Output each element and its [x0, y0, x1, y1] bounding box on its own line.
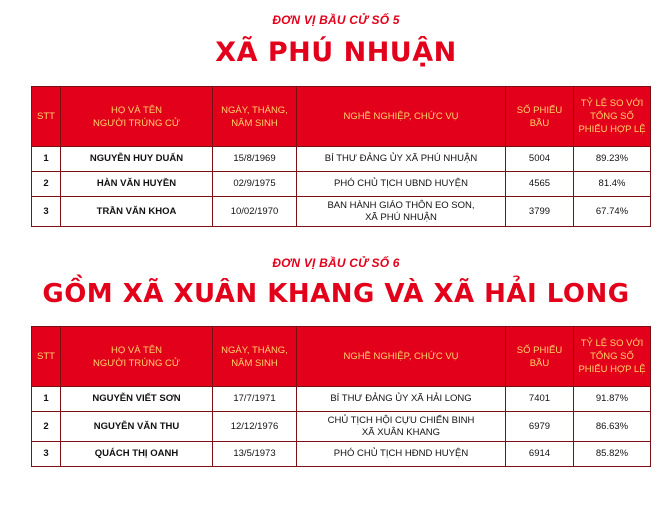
cell-job: BÍ THƯ ĐẢNG ỦY XÃ HẢI LONG — [297, 387, 506, 412]
cell-dob: 13/5/1973 — [213, 442, 297, 467]
cell-job: PHÓ CHỦ TỊCH UBND HUYỆN — [297, 172, 506, 197]
cell-job: BÍ THƯ ĐẢNG ỦY XÃ PHÚ NHUẬN — [297, 147, 506, 172]
cell-name: NGUYỄN VĂN THU — [61, 412, 213, 442]
cell-name: NGUYỄN HUY DUẨN — [61, 147, 213, 172]
cell-ratio: 89.23% — [574, 147, 651, 172]
cell-ratio: 85.82% — [574, 442, 651, 467]
table-row — [32, 197, 651, 227]
cell-dob: 15/8/1969 — [213, 147, 297, 172]
header-dob: NGÀY, THÁNG, NĂM SINH — [213, 87, 297, 147]
cell-job: BAN HÀNH GIÁO THÔN EO SON, XÃ PHÚ NHUẬN — [297, 197, 506, 227]
table-row — [32, 442, 651, 467]
cell-votes: 5004 — [506, 147, 574, 172]
header-job: NGHỀ NGHIỆP, CHỨC VỤ — [297, 327, 506, 387]
header-votes: SỐ PHIẾU BẦU — [506, 327, 574, 387]
header-stt: STT — [32, 327, 61, 387]
section-title-6: GỒM XÃ XUÂN KHANG VÀ XÃ HẢI LONG — [42, 279, 630, 309]
cell-ratio: 91.87% — [574, 387, 651, 412]
cell-votes: 4565 — [506, 172, 574, 197]
cell-votes: 7401 — [506, 387, 574, 412]
header-name: HỌ VÀ TÊN NGƯỜI TRÚNG CỬ — [61, 87, 213, 147]
cell-dob: 12/12/1976 — [213, 412, 297, 442]
cell-stt: 3 — [32, 442, 61, 467]
cell-dob: 10/02/1970 — [213, 197, 297, 227]
cell-dob: 02/9/1975 — [213, 172, 297, 197]
cell-stt: 1 — [32, 387, 61, 412]
header-dob: NGÀY, THÁNG, NĂM SINH — [213, 327, 297, 387]
header-ratio: TỶ LỆ SO VỚI TỔNG SỐ PHIẾU HỢP LỆ — [574, 87, 651, 147]
cell-ratio: 67.74% — [574, 197, 651, 227]
cell-votes: 3799 — [506, 197, 574, 227]
header-ratio: TỶ LỆ SO VỚI TỔNG SỐ PHIẾU HỢP LỆ — [574, 327, 651, 387]
results-table-6 — [31, 326, 651, 467]
cell-name: NGUYỄN VIẾT SƠN — [61, 387, 213, 412]
cell-ratio: 86.63% — [574, 412, 651, 442]
header-name: HỌ VÀ TÊN NGƯỜI TRÚNG CỬ — [61, 327, 213, 387]
header-job: NGHỀ NGHIỆP, CHỨC VỤ — [297, 87, 506, 147]
cell-job: CHỦ TỊCH HỘI CỰU CHIẾN BINH XÃ XUÂN KHANG — [297, 412, 506, 442]
cell-dob: 17/7/1971 — [213, 387, 297, 412]
cell-stt: 2 — [32, 412, 61, 442]
cell-votes: 6914 — [506, 442, 574, 467]
cell-stt: 1 — [32, 147, 61, 172]
cell-name: QUÁCH THỊ OANH — [61, 442, 213, 467]
table-row — [32, 412, 651, 442]
cell-ratio: 81.4% — [574, 172, 651, 197]
table-header-row — [32, 87, 651, 147]
header-votes: SỐ PHIẾU BẦU — [506, 87, 574, 147]
results-table-5 — [31, 86, 651, 227]
header-stt: STT — [32, 87, 61, 147]
cell-votes: 6979 — [506, 412, 574, 442]
table-header-row — [32, 327, 651, 387]
table-row — [32, 172, 651, 197]
cell-stt: 2 — [32, 172, 61, 197]
cell-job: PHÓ CHỦ TỊCH HĐND HUYỆN — [297, 442, 506, 467]
section-title-5: XÃ PHÚ NHUẬN — [215, 37, 457, 68]
table-row — [32, 147, 651, 172]
cell-name: HÀN VĂN HUYỀN — [61, 172, 213, 197]
unit-label-6: ĐƠN VỊ BẦU CỬ SỐ 6 — [272, 256, 400, 270]
cell-stt: 3 — [32, 197, 61, 227]
table-row — [32, 387, 651, 412]
unit-label-5: ĐƠN VỊ BẦU CỬ SỐ 5 — [272, 13, 400, 27]
cell-name: TRẦN VĂN KHOA — [61, 197, 213, 227]
